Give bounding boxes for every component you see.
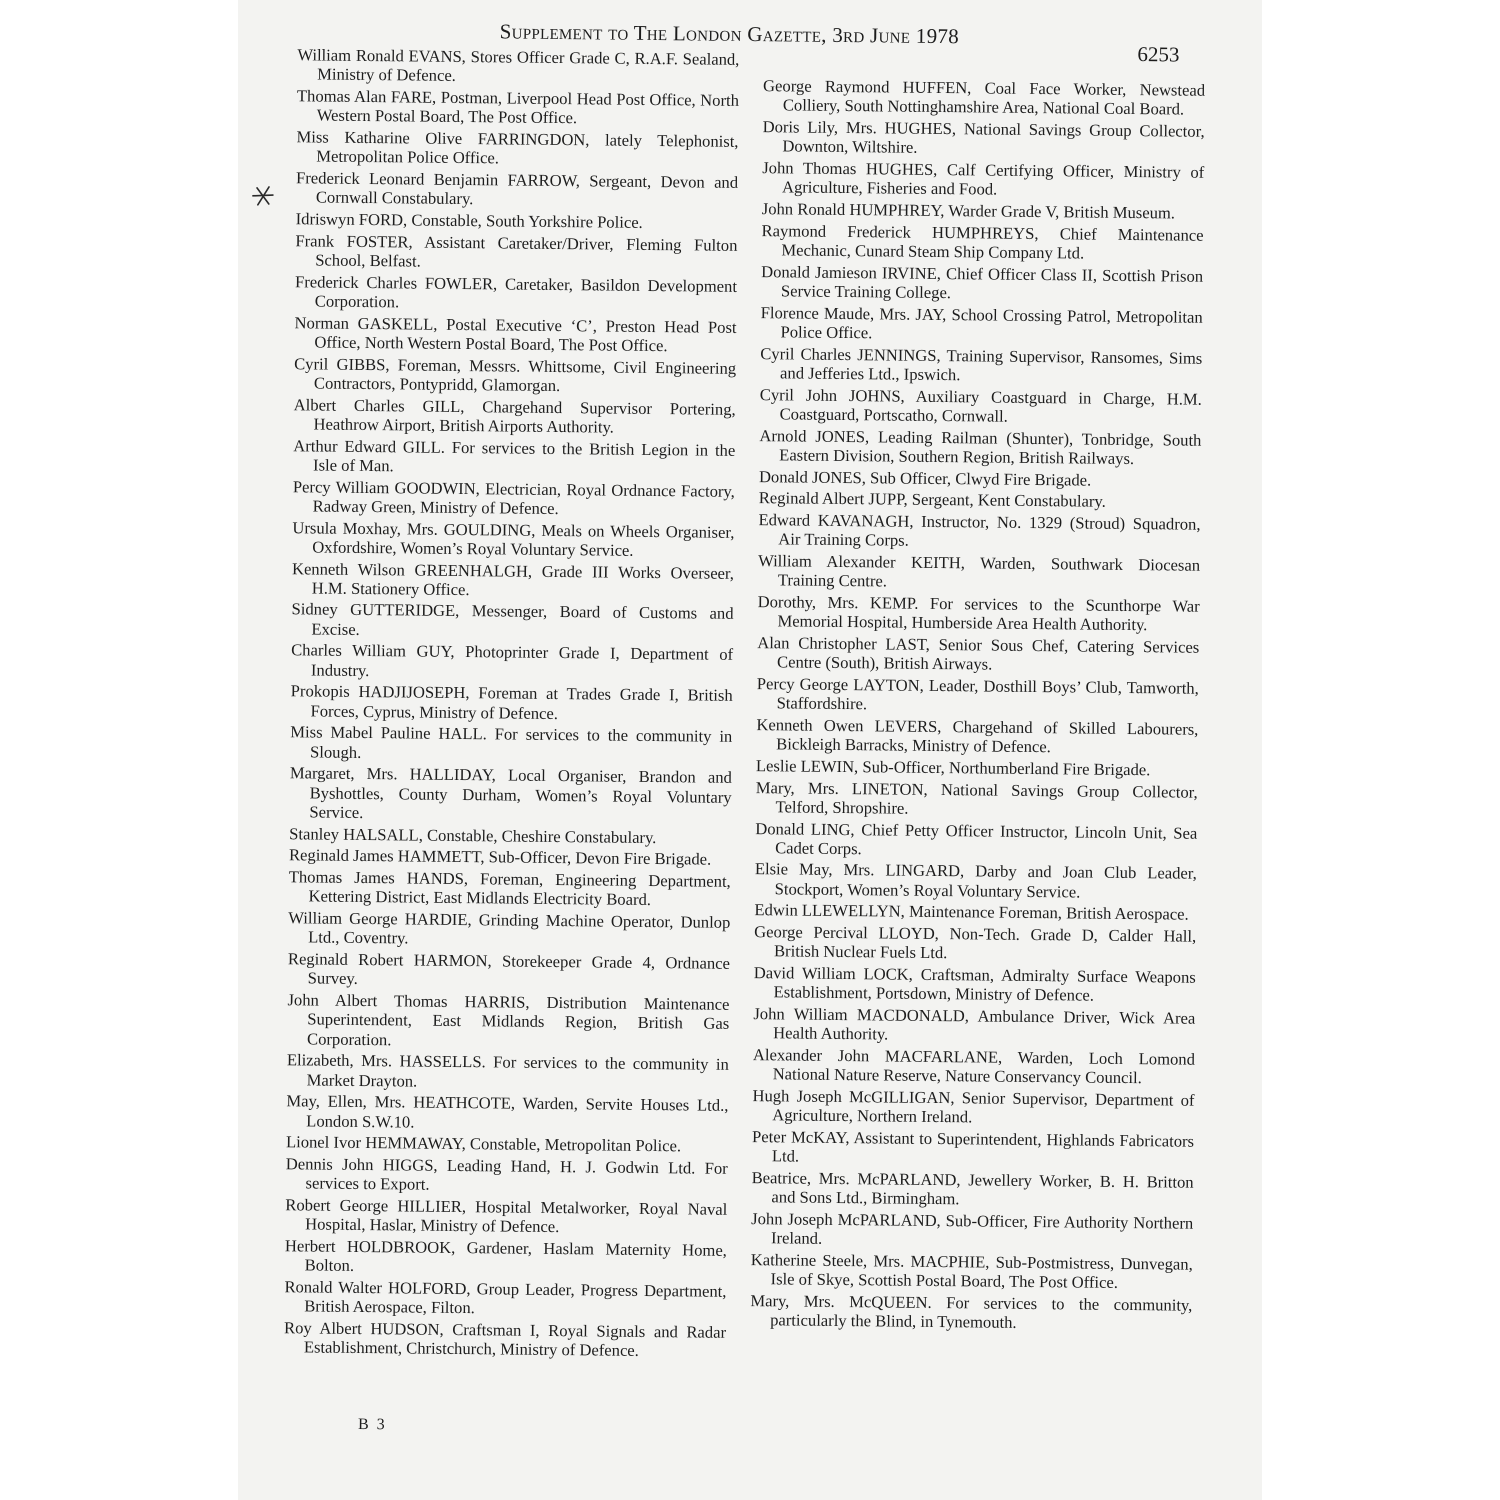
honours-list-entry: Thomas Alan FARE, Postman, Liverpool Head Post Office, North Western Postal Board, The Post Office. xyxy=(296,86,740,128)
honours-list-entry: Ursula Moxhay, Mrs. GOULDING, Meals on Wheels Organiser, Oxfordshire, Women’s Royal Voluntary Service. xyxy=(292,517,735,560)
honours-list-entry: Albert Charles GILL, Chargehand Supervisor Portering, Heathrow Airport, British Airports Authority. xyxy=(293,394,736,437)
honours-list-entry: Percy William GOODWIN, Electrician, Royal Ordnance Factory, Radway Green, Ministry of Defence. xyxy=(292,476,735,518)
honours-list-entry: Lionel Ivor HEMMAWAY, Constable, Metropolitan Police. xyxy=(285,1132,682,1156)
honours-list-entry: John William MACDONALD, Ambulance Driver, Wick Area Health Authority. xyxy=(753,1004,1196,1044)
honours-list-entry: Sidney GUTTERIDGE, Messenger, Board of Customs and Excise. xyxy=(291,599,734,639)
honours-list-entry: Robert George HILLIER, Hospital Metalworker, Royal Naval Hospital, Haslar, Ministry of Defence. xyxy=(285,1195,728,1237)
honours-list-entry: Kenneth Owen LEVERS, Chargehand of Skilled Labourers, Bickleigh Barracks, Ministry of Defence. xyxy=(756,714,1199,757)
honours-list-entry: Peter McKAY, Assistant to Superintendent, Highlands Fabricators Ltd. xyxy=(751,1127,1195,1166)
honours-list-entry: May, Ellen, Mrs. HEATHCOTE, Warden, Servite Houses Ltd., London S.W.10. xyxy=(286,1091,729,1132)
page-number: 6253 xyxy=(1137,42,1180,67)
honours-list-entry: Edwin LLEWELLYN, Maintenance Foreman, British Aerospace. xyxy=(754,900,1189,925)
honours-list-entry: Idriswyn FORD, Constable, South Yorkshire Police. xyxy=(295,209,643,232)
honours-list-entry: Cyril Charles JENNINGS, Training Supervisor, Ransomes, Sims and Jefferies Ltd., Ipswich. xyxy=(760,343,1203,385)
right-column xyxy=(750,76,1205,1337)
honours-list-entry: George Percival LLOYD, Non-Tech. Grade D, Calder Hall, British Nuclear Fuels Ltd. xyxy=(754,922,1197,963)
honours-list-entry: Cyril GIBBS, Foreman, Messrs. Whittsome, Civil Engineering Contractors, Pontypridd, Glamorgan. xyxy=(294,353,737,395)
honours-list-entry: Donald LING, Chief Petty Officer Instructor, Lincoln Unit, Sea Cadet Corps. xyxy=(755,818,1198,859)
honours-list-entry: Miss Mabel Pauline HALL. For services to the community in Slough. xyxy=(290,722,733,762)
honours-list-entry: Norman GASKELL, Postal Executive ‘C’, Preston Head Post Office, North Western Postal Board, The Post Office. xyxy=(294,312,737,356)
honours-list-entry: Doris Lily, Mrs. HUGHES, National Savings Group Collector, Downton, Wiltshire. xyxy=(762,117,1205,158)
honours-list-entry: Roy Albert HUDSON, Craftsman I, Royal Signals and Radar Establishment, Christchurch, Ministry of Defence. xyxy=(283,1318,727,1361)
honours-list-entry: Elsie May, Mrs. LINGARD, Darby and Joan Club Leader, Stockport, Women’s Royal Voluntary Service. xyxy=(754,859,1197,902)
honours-list-entry: William Alexander KEITH, Warden, Southwark Diocesan Training Centre. xyxy=(758,551,1201,591)
honours-list-entry: Percy George LAYTON, Leader, Dosthill Boys’ Club, Tamworth, Staffordshire. xyxy=(756,673,1199,714)
honours-list-entry: David William LOCK, Craftsman, Admiralty Surface Weapons Establishment, Portsdown, Ministry of Defence. xyxy=(753,963,1196,1006)
honours-list-entry: Donald JONES, Sub Officer, Clwyd Fire Brigade. xyxy=(758,466,1092,490)
gazette-page xyxy=(238,0,1262,1500)
honours-list-entry: Cyril John JOHNS, Auxiliary Coastguard in Charge, H.M. Coastguard, Portscatho, Cornwall. xyxy=(759,384,1202,426)
honours-list-entry: Reginald Albert JUPP, Sergeant, Kent Constabulary. xyxy=(758,488,1106,511)
honours-list-entry: Mary, Mrs. McQUEEN. For services to the community, particularly the Blind, in Tynemouth. xyxy=(750,1291,1193,1333)
honours-list-entry: Frederick Charles FOWLER, Caretaker, Basildon Development Corporation. xyxy=(294,271,738,312)
honours-list-entry: Frederick Leonard Benjamin FARROW, Sergeant, Devon and Cornwall Constabulary. xyxy=(296,168,739,209)
honours-list-entry: George Raymond HUFFEN, Coal Face Worker, Newstead Colliery, South Nottinghamshire Area, National Coal Board. xyxy=(763,76,1206,119)
honours-list-entry: Ronald Walter HOLFORD, Group Leader, Progress Department, British Aerospace, Filton. xyxy=(284,1277,727,1318)
left-column xyxy=(284,45,740,1363)
honours-list-entry: Edward KAVANAGH, Instructor, No. 1329 (Stroud) Squadron, Air Training Corps. xyxy=(758,510,1201,550)
honours-list-entry: Miss Katharine Olive FARRINGDON, lately Telephonist, Metropolitan Police Office. xyxy=(296,127,739,168)
honours-list-entry: Donald Jamieson IRVINE, Chief Officer Class II, Scottish Prison Service Training College. xyxy=(761,261,1204,303)
honours-list-entry: John Ronald HUMPHREY, Warder Grade V, British Museum. xyxy=(761,199,1176,223)
honours-list-entry: Hugh Joseph McGILLIGAN, Senior Supervisor, Department of Agriculture, Northern Ireland. xyxy=(752,1086,1195,1127)
signature-mark: B 3 xyxy=(357,1415,387,1434)
honours-list-entry: John Thomas HUGHES, Calf Certifying Officer, Ministry of Agriculture, Fisheries and Food. xyxy=(762,158,1205,199)
honours-list-entry: John Albert Thomas HARRIS, Distribution Maintenance Superintendent, East Midlands Region, British Gas Corporation. xyxy=(287,990,730,1049)
honours-list-entry: Reginald James HAMMETT, Sub-Officer, Devon Fire Brigade. xyxy=(288,845,712,870)
honours-list-entry: Thomas James HANDS, Foreman, Engineering Department, Kettering District, East Midlands Electricity Board. xyxy=(288,867,731,910)
honours-list-entry: Dennis John HIGGS, Leading Hand, H. J. Godwin Ltd. For services to Export. xyxy=(285,1154,728,1194)
page-content xyxy=(238,0,1262,1500)
honours-list-entry: Herbert HOLDBROOK, Gardener, Haslam Maternity Home, Bolton. xyxy=(284,1236,728,1276)
honours-list-entry: Florence Maude, Mrs. JAY, School Crossing Patrol, Metropolitan Police Office. xyxy=(760,302,1203,343)
honours-list-entry: Prokopis HADJIJOSEPH, Foreman at Trades Grade I, British Forces, Cyprus, Ministry of Defence. xyxy=(290,681,733,723)
honours-list-entry: Margaret, Mrs. HALLIDAY, Local Organiser, Brandon and Byshottles, County Durham, Women’s Royal Voluntary Service. xyxy=(289,763,732,823)
honours-list-entry: Arnold JONES, Leading Railman (Shunter), Tonbridge, South Eastern Division, Southern Region, British Railways. xyxy=(759,425,1202,468)
honours-list-entry: Raymond Frederick HUMPHREYS, Chief Maintenance Mechanic, Cunard Steam Ship Company Ltd. xyxy=(761,220,1204,263)
honours-list-entry: Beatrice, Mrs. McPARLAND, Jewellery Worker, B. H. Britton and Sons Ltd., Birmingham. xyxy=(751,1168,1194,1209)
honours-list-entry: Dorothy, Mrs. KEMP. For services to the Scunthorpe War Memorial Hospital, Humberside Area Health Authority. xyxy=(757,592,1200,635)
page-header-title: Supplement to The London Gazette, 3rd June 1978 xyxy=(499,19,960,49)
honours-list-entry: Leslie LEWIN, Sub-Officer, Northumberland Fire Brigade. xyxy=(755,755,1151,780)
honours-list-entry: William George HARDIE, Grinding Machine Operator, Dunlop Ltd., Coventry. xyxy=(288,908,731,948)
honours-list-entry: Elizabeth, Mrs. HASSELLS. For services to the community in Market Drayton. xyxy=(286,1050,729,1091)
honours-list-entry: Charles William GUY, Photoprinter Grade I, Department of Industry. xyxy=(291,640,734,680)
honours-list-entry: Frank FOSTER, Assistant Caretaker/Driver, Fleming Fulton School, Belfast. xyxy=(295,230,738,271)
honours-list-entry: Mary, Mrs. LINETON, National Savings Group Collector, Telford, Shropshire. xyxy=(755,777,1198,818)
honours-list-entry: Alexander John MACFARLANE, Warden, Loch Lomond National Nature Reserve, Nature Conservancy Council. xyxy=(752,1045,1196,1088)
honours-list-entry: Reginald Robert HARMON, Storekeeper Grade 4, Ordnance Survey. xyxy=(287,949,731,989)
honours-list-entry: John Joseph McPARLAND, Sub-Officer, Fire Authority Northern Ireland. xyxy=(751,1209,1194,1249)
honours-list-entry: Arthur Edward GILL. For services to the British Legion in the Isle of Man. xyxy=(293,435,736,476)
honours-list-entry: Stanley HALSALL, Constable, Cheshire Constabulary. xyxy=(289,823,657,847)
honours-list-entry: Katherine Steele, Mrs. MACPHIE, Sub-Postmistress, Dunvegan, Isle of Skye, Scottish Postal Board, The Post Office. xyxy=(750,1250,1193,1293)
honours-list-entry: Kenneth Wilson GREENHALGH, Grade III Works Overseer, H.M. Stationery Office. xyxy=(291,558,735,599)
honours-list-entry: Alan Christopher LAST, Senior Sous Chef, Catering Services Centre (South), British Airways. xyxy=(757,632,1200,674)
handwritten-asterisk-icon xyxy=(250,183,276,209)
honours-list-entry: William Ronald EVANS, Stores Officer Grade C, R.A.F. Sealand, Ministry of Defence. xyxy=(297,45,740,86)
